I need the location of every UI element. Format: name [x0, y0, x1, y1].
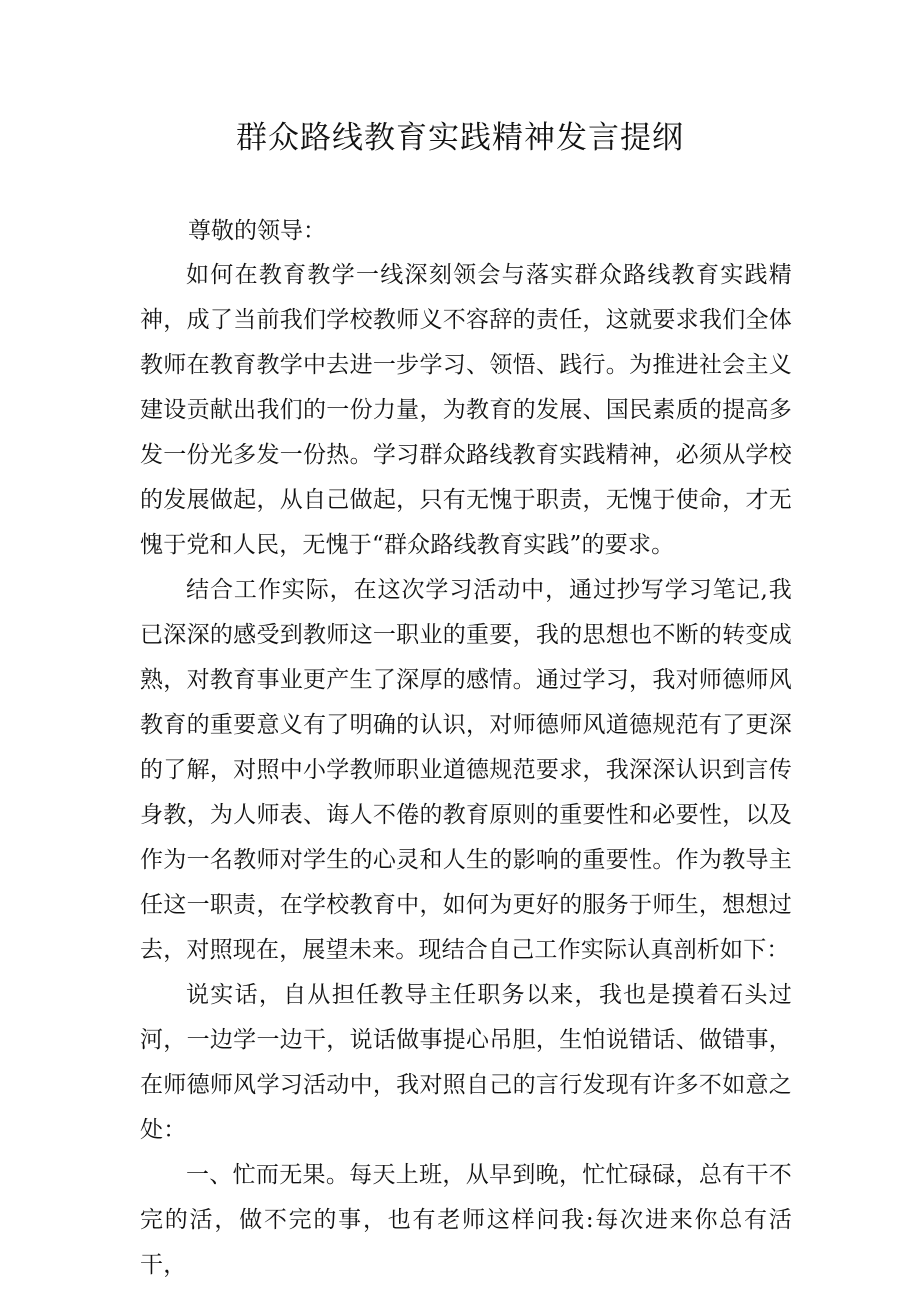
salutation: 尊敬的领导： [188, 218, 326, 244]
paragraph: 说实话，自从担任教导主任职务以来，我也是摸着石头过河，一边学一边干，说话做事提心吊胆，生怕说错话、做错事，在师德师风学习活动中，我对照自己的言行发现有许多不如意之处： [140, 982, 792, 1143]
paragraph: 如何在教育教学一线深刻领会与落实群众路线教育实践精神，成了当前我们学校教师义不容辞的责任，这就要求我们全体教师在教育教学中去进一步学习、领悟、践行。为推进社会主义建设贡献出我们的一份力量，为教育的发展、国民素质的提高多发一份光多发一份热。学习群众路线教育实践精神，必须从学校的发展做起，从自己做起，只有无愧于职责，无愧于使命，才无愧于党和人民，无愧于“群众路线教育实践”的要求。 [140, 262, 792, 558]
paragraph: 一、忙而无果。每天上班，从早到晚，忙忙碌碌，总有干不完的活，做不完的事，也有老师这样问我:每次进来你总有活干， [140, 1162, 792, 1278]
document-body [140, 253, 792, 1288]
paragraph: 结合工作实际，在这次学习活动中，通过抄写学习笔记,我已深深的感受到教师这一职业的重要，我的思想也不断的转变成熟，对教育事业更产生了深厚的感情。通过学习，我对师德师风教育的重要意义有了明确的认识，对师德师风道德规范有了更深的了解，对照中小学教师职业道德规范要求，我深深认识到言传身教，为人师表、诲人不倦的教育原则的重要性和必要性，以及作为一名教师对学生的心灵和人生的影响的重要性。作为教导主任这一职责，在学校教育中，如何为更好的服务于师生，想想过去，对照现在，展望未来。现结合自己工作实际认真剖析如下： [140, 577, 792, 963]
document-title: 群众路线教育实践精神发言提纲 [236, 120, 684, 156]
